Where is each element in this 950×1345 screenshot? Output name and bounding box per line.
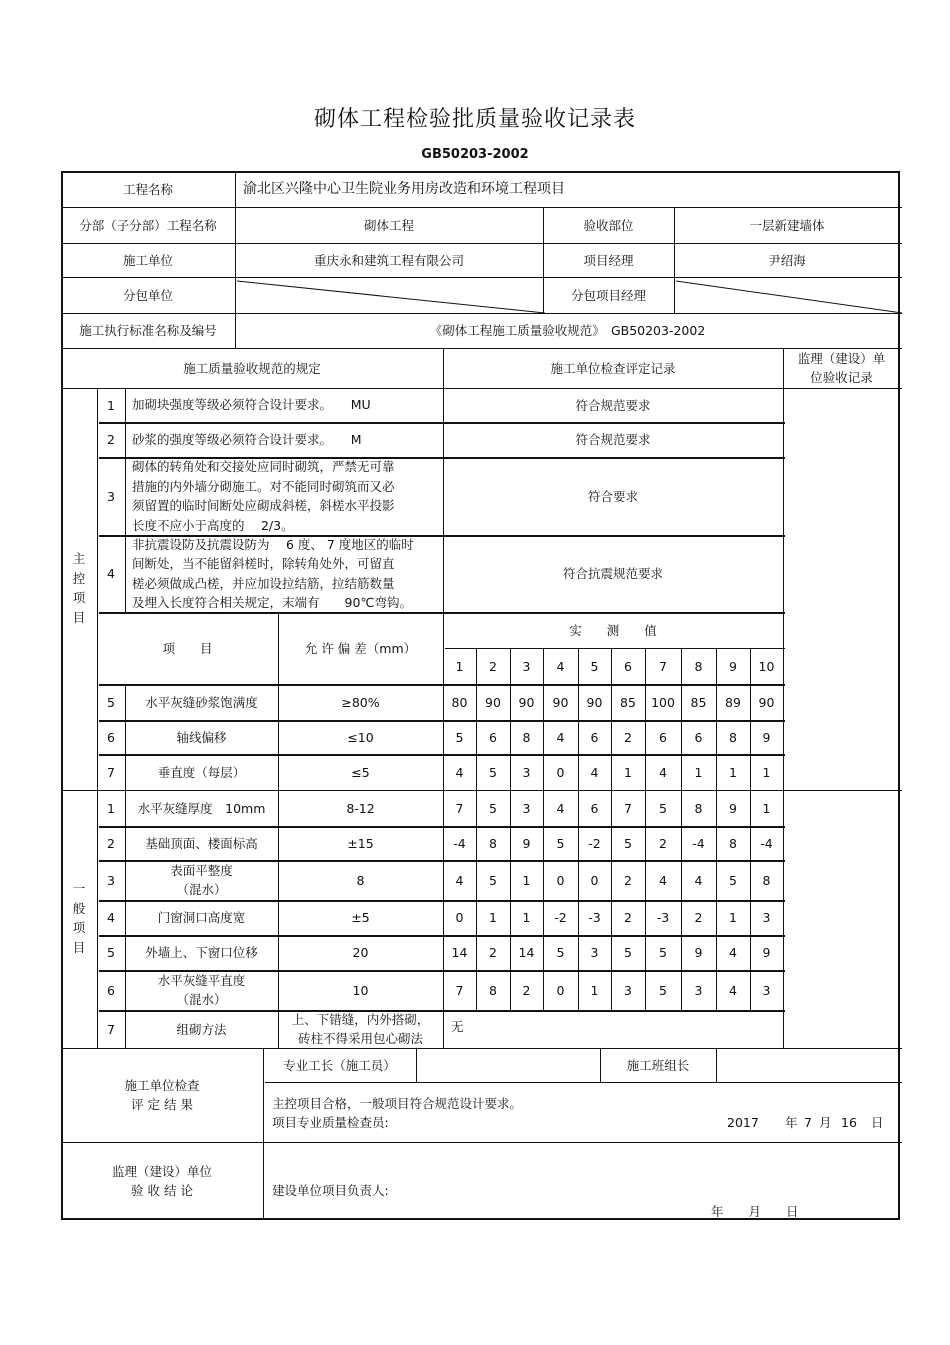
exec-standard-value: 《砌体工程施工质量验收规范》 GB50203-2002 bbox=[429, 323, 706, 338]
measured-value: 3 bbox=[762, 910, 771, 925]
general-row-item: 表面平整度 （混水） bbox=[170, 863, 233, 897]
blank-cell-slash bbox=[676, 279, 902, 315]
measure-row-no: 7 bbox=[107, 764, 115, 780]
measured-value: 0 bbox=[556, 764, 565, 780]
measure-row-item: 轴线偏移 bbox=[176, 729, 227, 745]
measured-value: 90 bbox=[758, 694, 775, 710]
main-item-text: 非抗震设防及抗震设防为 6 度、 7 度地区的临时 间断处，当不能留斜槎时，除转角处外，可留直 槎必须做成凸槎，并应加设拉结筋，拉结筋数量 及埋入长度符合相关规定，末端有 90℃弯钩。 bbox=[132, 536, 414, 610]
sub-pm-label: 分包项目经理 bbox=[570, 287, 646, 303]
measured-value: 3 bbox=[694, 982, 703, 998]
measure-index: 5 bbox=[590, 658, 599, 674]
general-row-tolerance: 8-12 bbox=[346, 800, 375, 816]
measured-value: 5 bbox=[729, 872, 737, 888]
measured-value: -3 bbox=[656, 910, 670, 925]
main-item-text: 砌体的转角处和交接处应同时砌筑，严禁无可靠 措施的内外墙分砌施工。对不能同时砌筑而又必 须留置的临时间断处应砌成斜槎，斜槎水平投影 长度不应小于高度的 2/3。 bbox=[132, 459, 395, 533]
measured-value: 8 bbox=[522, 729, 531, 745]
team-leader-label: 施工班组长 bbox=[626, 1057, 690, 1073]
general-row-result: 无 bbox=[451, 1018, 464, 1034]
measured-value: 5 bbox=[455, 729, 464, 745]
measured-value: 4 bbox=[694, 872, 703, 888]
measured-value: -2 bbox=[588, 835, 601, 851]
measured-value: 3 bbox=[590, 945, 599, 960]
measured-value: 5 bbox=[659, 800, 667, 816]
measured-value: 5 bbox=[659, 982, 667, 998]
foreman-label: 专业工长（施工员） bbox=[283, 1057, 396, 1073]
record-column-header: 施工单位检查评定记录 bbox=[550, 360, 676, 376]
measured-value: 2 bbox=[489, 945, 497, 960]
blank-date: 年 月 日 bbox=[711, 1204, 799, 1219]
slash-mark bbox=[676, 279, 902, 315]
measured-value: 0 bbox=[590, 872, 599, 888]
grid-line bbox=[783, 348, 784, 1048]
general-row-no: 3 bbox=[107, 872, 115, 888]
measured-value: 2 bbox=[624, 872, 632, 888]
general-row-item: 组砌方法 bbox=[176, 1021, 227, 1037]
measured-value: 85 bbox=[620, 694, 636, 710]
measured-value: 1 bbox=[590, 982, 599, 998]
measured-value: 5 bbox=[489, 800, 497, 816]
measured-value: 1 bbox=[489, 910, 497, 925]
measured-value: 0 bbox=[556, 982, 565, 998]
measured-value: 90 bbox=[518, 694, 535, 710]
measured-value: 6 bbox=[694, 729, 703, 745]
measured-value: 6 bbox=[590, 729, 599, 745]
measure-row-item: 垂直度（每层） bbox=[157, 764, 246, 780]
general-row-item: 水平灰缝厚度 10mm bbox=[137, 800, 266, 816]
main-item-record: 符合要求 bbox=[587, 488, 638, 504]
measured-value: 5 bbox=[489, 764, 497, 780]
measured-value: 0 bbox=[556, 872, 565, 888]
acceptance-part-label: 验收部位 bbox=[583, 217, 634, 233]
measured-value: 1 bbox=[522, 910, 531, 925]
measured-value: 7 bbox=[455, 800, 464, 816]
date-day-unit: 日 bbox=[871, 1115, 884, 1130]
measured-value: 4 bbox=[659, 764, 667, 780]
measured-value: 1 bbox=[694, 764, 703, 780]
general-row-no: 1 bbox=[107, 800, 115, 816]
measured-value: 14 bbox=[451, 945, 468, 960]
measured-value: 5 bbox=[624, 945, 632, 960]
conclusion-text: 主控项目合格，一般项目符合规范设计要求。 bbox=[272, 1096, 523, 1111]
measured-value: 6 bbox=[659, 729, 667, 745]
sub-project-value: 砌体工程 bbox=[363, 217, 414, 233]
measured-value: -4 bbox=[760, 835, 773, 851]
supervisor-column-header: 监理（建设）单 位验收记录 bbox=[797, 351, 886, 385]
measured-value: 8 bbox=[729, 729, 737, 745]
measured-value: 14 bbox=[518, 945, 535, 960]
main-item-record: 符合抗震规范要求 bbox=[562, 566, 663, 581]
general-row-tolerance: 10 bbox=[352, 982, 369, 998]
general-row-item: 门窗洞口高度宽 bbox=[157, 910, 246, 925]
general-row-no: 4 bbox=[107, 910, 115, 925]
acceptance-part-value: 一层新建墙体 bbox=[749, 217, 825, 233]
measured-value: 3 bbox=[522, 764, 531, 780]
measured-value: 90 bbox=[586, 694, 603, 710]
measure-index: 8 bbox=[694, 658, 703, 674]
pm-value: 尹绍海 bbox=[768, 252, 806, 268]
measure-index: 4 bbox=[556, 658, 565, 674]
measured-value: 3 bbox=[624, 982, 632, 998]
supervisor-conclusion-label: 监理（建设）单位 验 收 结 论 bbox=[111, 1164, 212, 1198]
blank-cell-slash bbox=[237, 279, 545, 315]
measure-row-tolerance: ≤10 bbox=[347, 729, 374, 745]
measured-value: 5 bbox=[624, 835, 632, 851]
general-row-no: 7 bbox=[107, 1021, 115, 1037]
measured-value: 5 bbox=[489, 872, 497, 888]
measured-value: -4 bbox=[453, 835, 466, 851]
measured-value: 7 bbox=[455, 982, 464, 998]
general-row-tolerance: ±15 bbox=[347, 835, 374, 851]
measured-value: 4 bbox=[455, 872, 464, 888]
measured-value: 4 bbox=[556, 800, 565, 816]
main-control-label: 主 控 项 目 bbox=[72, 551, 86, 625]
measured-value: 3 bbox=[762, 982, 771, 998]
measured-value: 4 bbox=[556, 729, 565, 745]
measure-index: 3 bbox=[522, 658, 531, 674]
page-title: 砌体工程检验批质量验收记录表 bbox=[313, 107, 636, 132]
measure-item-header: 项 目 bbox=[162, 640, 213, 656]
contractor-value: 重庆永和建筑工程有限公司 bbox=[313, 252, 464, 268]
measured-value: 2 bbox=[659, 835, 667, 851]
standard-code: GB50203-2002 bbox=[421, 147, 529, 162]
measure-tolerance-header: 允 许 偏 差（mm） bbox=[304, 640, 417, 656]
date-day: 16 bbox=[841, 1115, 857, 1130]
measured-value: 5 bbox=[556, 835, 565, 851]
exec-standard-label: 施工执行标准名称及编号 bbox=[79, 323, 217, 338]
pm-label: 项目经理 bbox=[583, 252, 634, 268]
sub-project-label: 分部（子分部）工程名称 bbox=[79, 217, 217, 233]
measured-value: 1 bbox=[624, 764, 632, 780]
measured-value: 4 bbox=[729, 982, 737, 998]
measured-value: 6 bbox=[590, 800, 599, 816]
measured-value: 1 bbox=[729, 764, 737, 780]
general-row-tolerance: 上、下错缝，内外搭砌， 砖柱不得采用包心砌法 bbox=[291, 1012, 430, 1046]
measured-value: 9 bbox=[762, 945, 771, 960]
measured-value: 80 bbox=[451, 694, 468, 710]
measured-value: 2 bbox=[694, 910, 703, 925]
measured-value: 9 bbox=[694, 945, 703, 960]
measured-value: 0 bbox=[455, 910, 464, 925]
general-row-tolerance: ±5 bbox=[351, 910, 370, 925]
measure-index: 9 bbox=[729, 658, 737, 674]
subcontractor-label: 分包单位 bbox=[122, 287, 173, 303]
measured-value: 9 bbox=[729, 800, 737, 816]
main-item-no: 4 bbox=[107, 566, 115, 581]
measured-value: 6 bbox=[489, 729, 497, 745]
measured-value: 7 bbox=[624, 800, 632, 816]
grid-line bbox=[265, 1082, 902, 1083]
general-row-no: 6 bbox=[107, 982, 115, 998]
measured-value: 1 bbox=[762, 800, 771, 816]
project-name-value: 渝北区兴隆中心卫生院业务用房改造和环境工程项目 bbox=[243, 181, 565, 197]
measure-index: 6 bbox=[624, 658, 632, 674]
main-item-record: 符合规范要求 bbox=[575, 397, 651, 413]
slash-mark bbox=[237, 279, 545, 315]
measured-value: 1 bbox=[762, 764, 771, 780]
date-year-unit: 年 bbox=[785, 1115, 798, 1130]
measured-value: 8 bbox=[762, 872, 771, 888]
main-item-no: 1 bbox=[107, 397, 115, 413]
measure-index: 2 bbox=[489, 658, 497, 674]
measured-value: 8 bbox=[489, 835, 497, 851]
date-month: 7 bbox=[804, 1115, 812, 1130]
grid-line bbox=[416, 1048, 417, 1082]
measure-index: 7 bbox=[659, 658, 667, 674]
spec-column-header: 施工质量验收规范的规定 bbox=[183, 360, 321, 376]
main-item-no: 3 bbox=[107, 488, 115, 504]
general-row-no: 2 bbox=[107, 835, 115, 851]
measured-value: 5 bbox=[659, 945, 667, 960]
main-item-no: 2 bbox=[107, 432, 115, 447]
measured-value: 9 bbox=[522, 835, 531, 851]
main-item-record: 符合规范要求 bbox=[575, 432, 651, 447]
measured-value: 8 bbox=[694, 800, 703, 816]
general-row-tolerance: 8 bbox=[356, 872, 365, 888]
measured-value: 85 bbox=[690, 694, 707, 710]
date-year: 2017 bbox=[727, 1115, 759, 1130]
measure-row-no: 5 bbox=[107, 694, 115, 710]
inspection-form bbox=[61, 171, 900, 1220]
measured-value: -3 bbox=[588, 910, 601, 925]
grid-line bbox=[716, 1048, 717, 1082]
measured-value: 2 bbox=[624, 729, 632, 745]
measure-row-tolerance: ≥80% bbox=[341, 694, 380, 710]
contractor-label: 施工单位 bbox=[122, 252, 173, 268]
measured-value: -4 bbox=[692, 835, 705, 851]
inspector-label: 项目专业质量检查员: bbox=[272, 1115, 389, 1130]
date-month-unit: 月 bbox=[819, 1115, 832, 1130]
measured-value: 2 bbox=[624, 910, 632, 925]
measured-value: 9 bbox=[762, 729, 771, 745]
measured-value: 5 bbox=[556, 945, 565, 960]
project-name-label: 工程名称 bbox=[122, 182, 173, 197]
general-row-item: 水平灰缝平直度 （混水） bbox=[157, 973, 246, 1007]
measured-values-header: 实 测 值 bbox=[569, 622, 657, 638]
main-item-text: 砂浆的强度等级必须符合设计要求。 M bbox=[132, 431, 362, 447]
measure-row-no: 6 bbox=[107, 729, 115, 745]
general-row-no: 5 bbox=[107, 945, 115, 960]
measured-value: 4 bbox=[659, 872, 667, 888]
owner-label: 建设单位项目负责人: bbox=[272, 1183, 389, 1198]
measured-value: 100 bbox=[651, 694, 675, 710]
contractor-check-label: 施工单位检查 评 定 结 果 bbox=[124, 1078, 200, 1112]
general-row-tolerance: 20 bbox=[352, 945, 369, 960]
measure-index: 1 bbox=[455, 658, 464, 674]
measured-value: 89 bbox=[725, 694, 741, 710]
measured-value: 4 bbox=[729, 945, 737, 960]
measure-row-item: 水平灰缝砂浆饱满度 bbox=[145, 694, 258, 710]
measured-value: 2 bbox=[522, 982, 531, 998]
measured-value: 4 bbox=[590, 764, 599, 780]
general-row-item: 外墙上、下窗口位移 bbox=[145, 945, 258, 960]
measured-value: 4 bbox=[455, 764, 464, 780]
general-items-label: 一 般 项 目 bbox=[72, 881, 86, 955]
measured-value: 1 bbox=[522, 872, 531, 888]
measured-value: 3 bbox=[522, 800, 531, 816]
measured-value: 1 bbox=[729, 910, 737, 925]
main-item-text: 加砌块强度等级必须符合设计要求。 MU bbox=[132, 397, 371, 413]
general-row-item: 基础顶面、楼面标高 bbox=[145, 835, 258, 851]
measure-index: 10 bbox=[758, 658, 775, 674]
measured-value: 8 bbox=[729, 835, 737, 851]
measure-row-tolerance: ≤5 bbox=[351, 764, 370, 780]
measured-value: 90 bbox=[485, 694, 501, 710]
measured-value: -2 bbox=[554, 910, 567, 925]
measured-value: 8 bbox=[489, 982, 497, 998]
measured-value: 90 bbox=[552, 694, 569, 710]
